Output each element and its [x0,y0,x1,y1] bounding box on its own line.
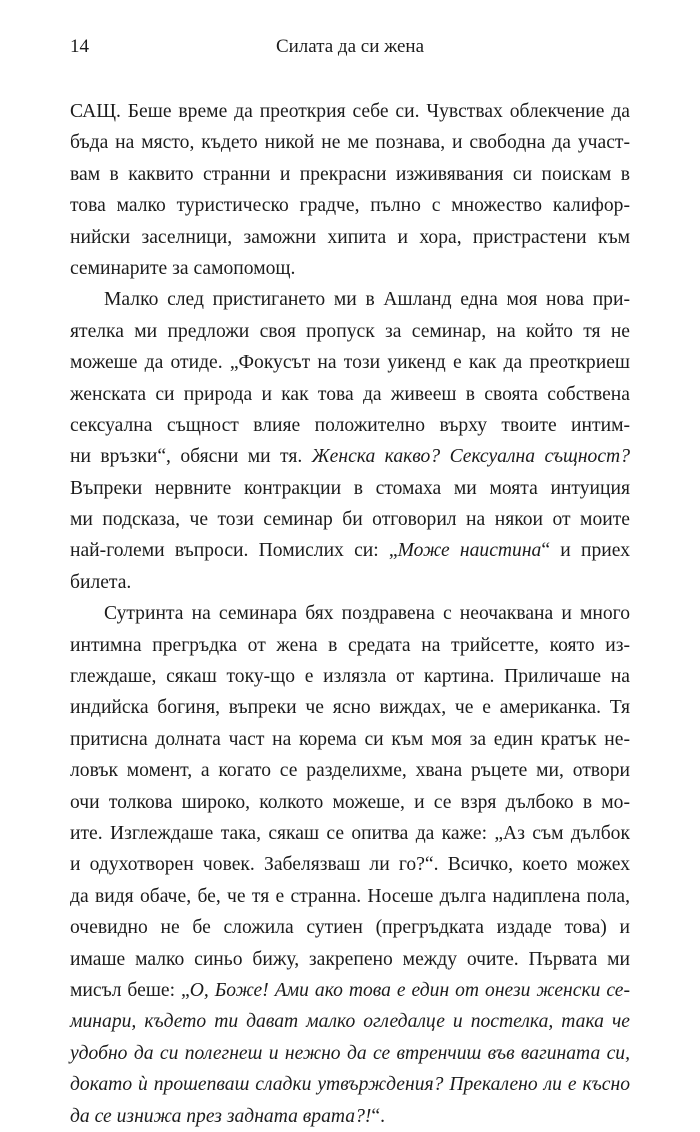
paragraph-3 [70,598,630,1132]
italic-thought: О, Боже! Ами ако това е един от онези женски се- [189,979,631,1001]
text-line: индийска богиня, въпреки че ясно виждах, че е американка. Тя [70,697,630,719]
text-line: ми подсказа, че този семинар би отговорил на някои от моите [70,509,630,531]
text-line: това малко туристическо градче, пълно с множество калифор- [70,195,630,217]
text-line: очи толкова широко, колкото можеше, и се взря дълбоко в мо- [70,791,630,813]
italic-thought: Може наистина [397,540,542,562]
text-line: нийски заселници, заможни хипита и хора, пристрастени към [70,226,630,248]
paragraph-2 [70,284,630,598]
text-line [70,1038,630,1069]
text-line [70,1069,630,1100]
text-line: ите. Изглеждаше така, сякаш се опитва да каже: „Аз съм дълбок [70,822,630,844]
running-header [70,36,630,60]
text-line: вам в каквито странни и прекрасни изживявания си поискам в [70,163,630,185]
italic-thought: Женска какво? Сексуална същност? [311,446,630,468]
text-line: и одухотворен човек. Забелязваш ли го?“. Всичко, което можех [70,854,630,876]
running-title: Силата да си жена [275,36,425,57]
text-line: ятелка ми предложи своя пропуск за семинар, на който тя не [70,320,630,342]
italic-thought: да се изнижа през задната врата?! [70,1105,372,1127]
text-line: Въпреки нервните контракции в стомаха ми моята интуиция [70,477,630,499]
text-line: семинарите за самопомощ. [70,257,296,279]
page-number: 14 [70,36,89,57]
body-text [70,96,630,1132]
text-line: Сутринта на семинара бях поздравена с неочаквана и много [104,603,630,625]
text-line: бъда на място, където никой не ме познава, и свободна да участ- [70,132,630,154]
text-line [70,1006,630,1037]
italic-thought: докато ѝ прошепваш сладки утвърждения? Прекалено ли е късно [70,1074,630,1096]
text-line: глеждаше, сякаш току-що е излязла от картина. Приличаше на [70,666,630,688]
text-line: ни връзки“, обясни ми тя. Женска какво? Сексуална същност? [70,446,630,468]
text-line: мисъл беше: „О, Боже! Ами ако това е един от онези женски се- [70,979,631,1001]
text-line: имаше малко синьо бижу, закрепено между очите. Първата ми [70,948,630,970]
text-line: можеше да отиде. „Фокусът на този уикенд е как да преоткриеш [70,352,630,374]
text-line: да се изнижа през задната врата?!“. [70,1105,386,1127]
text-line: да видя обаче, бе, че тя е странна. Носеше дълга надиплена пола, [70,885,630,907]
paragraph-1 [70,96,630,284]
text-line: сексуална същност влияе положително върху твоите интим- [70,414,630,436]
text-line: САЩ. Беше време да преоткрия себе си. Чувствах облекчение да [70,101,630,122]
text-line: ловък момент, а когато се разделихме, хвана ръцете ми, отвори [70,760,630,782]
text-line: Малко след пристигането ми в Ашланд една моя нова при- [104,289,630,311]
text-line: най-големи въпроси. Помислих си: „Може наистина“ и приех [70,540,630,562]
text-line: билета. [70,571,132,593]
text-line: женската си природа и как това да живееш в своята собствена [70,383,630,405]
text-line: притисна долната част на корема си към моя за един кратък не- [70,728,630,750]
text-line: очевидно не бе сложила сутиен (прегръдката издаде това) и [70,917,630,939]
italic-thought: минари, където ти дават малко огледалце и постелка, така че [70,1011,630,1033]
text-line: интимна прегръдка от жена в средата на трийсетте, която из- [70,634,630,656]
italic-thought: удобно да си полегнеш и нежно да се втренчиш във вагината си, [70,1042,630,1064]
